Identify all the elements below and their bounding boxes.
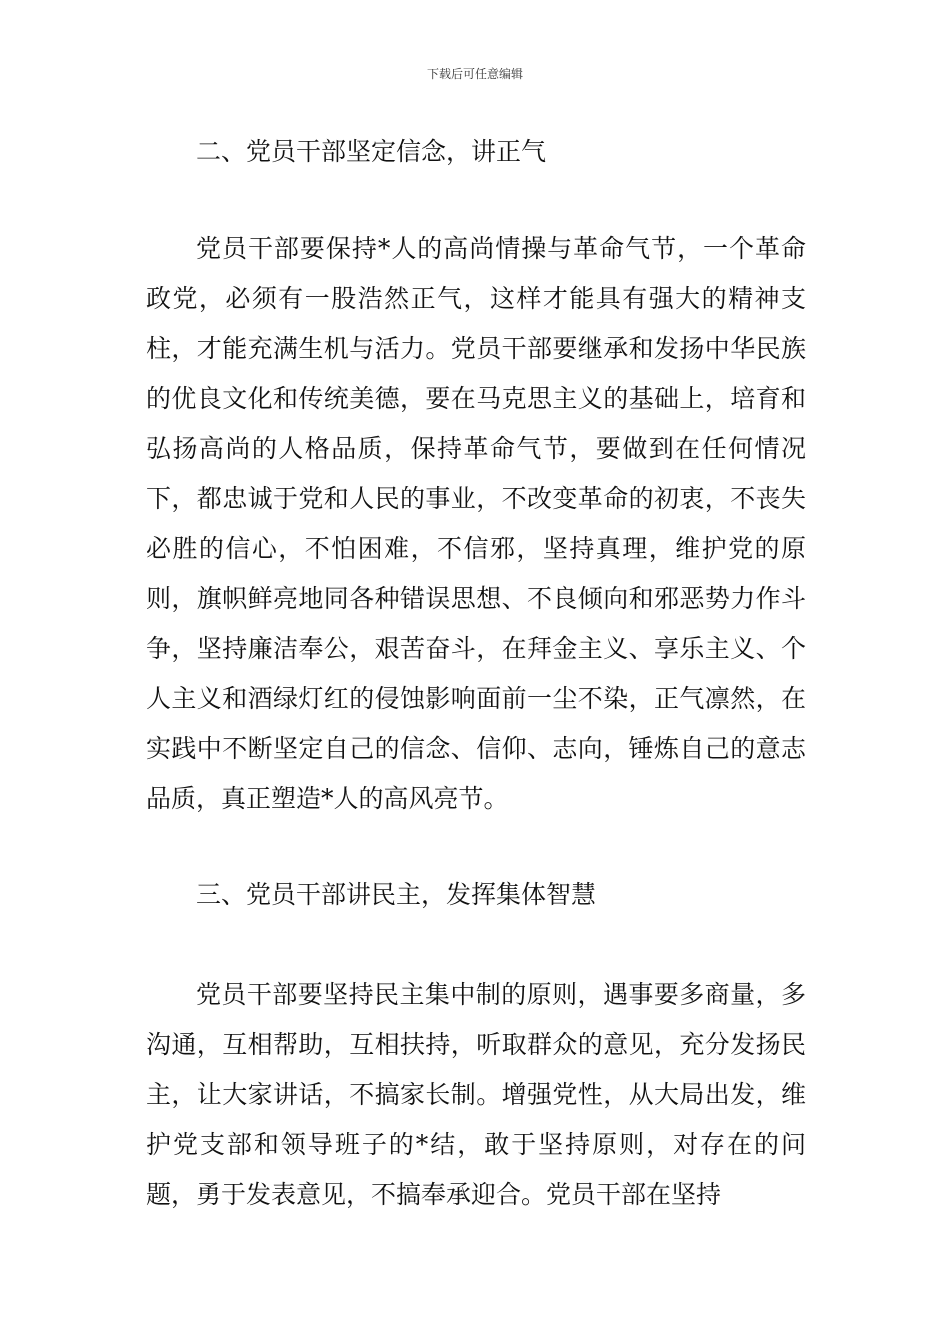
page-header: 下载后可任意编辑 [426,67,523,81]
section-heading-3: 三、党员干部讲民主，发挥集体智慧 [196,880,597,909]
section-heading-2: 二、党员干部坚定信念，讲正气 [196,137,547,166]
section-paragraph-2: 党员干部要保持*人的高尚情操与革命气节，一个革命政党，必须有一股浩然正气，这样才能具有强大的精神支柱，才能充满生机与活力。党员干部要继承和发扬中华民族的优良文化和传统美德，要在马克思主义的基础上，培育和弘扬高尚的人格品质，保持革命气节，要做到在任何情况下，都忠诚于党和人民的事业，不改变革命的初衷，不丧失必胜的信心，不怕困难，不信邪，坚持真理，维护党的原则，旗帜鲜亮地同各种错误思想、不良倾向和邪恶势力作斗争，坚持廉洁奉公，艰苦奋斗，在拜金主义、享乐主义、个人主义和酒绿灯红的侵蚀影响面前一尘不染，正气凛然，在实践中不断坚定自己的信念、信仰、志向，锤炼自己的意志品质，真正塑造*人的高风亮节。 [146,234,806,813]
section-paragraph-3: 党员干部要坚持民主集中制的原则，遇事要多商量，多沟通，互相帮助，互相扶持，听取群众的意见，充分发扬民主，让大家讲话，不搞家长制。增强党性，从大局出发，维护党支部和领导班子的*结，敢于坚持原则，对存在的问题，勇于发表意见，不搞奉承迎合。党员干部在坚持 [146,980,806,1209]
